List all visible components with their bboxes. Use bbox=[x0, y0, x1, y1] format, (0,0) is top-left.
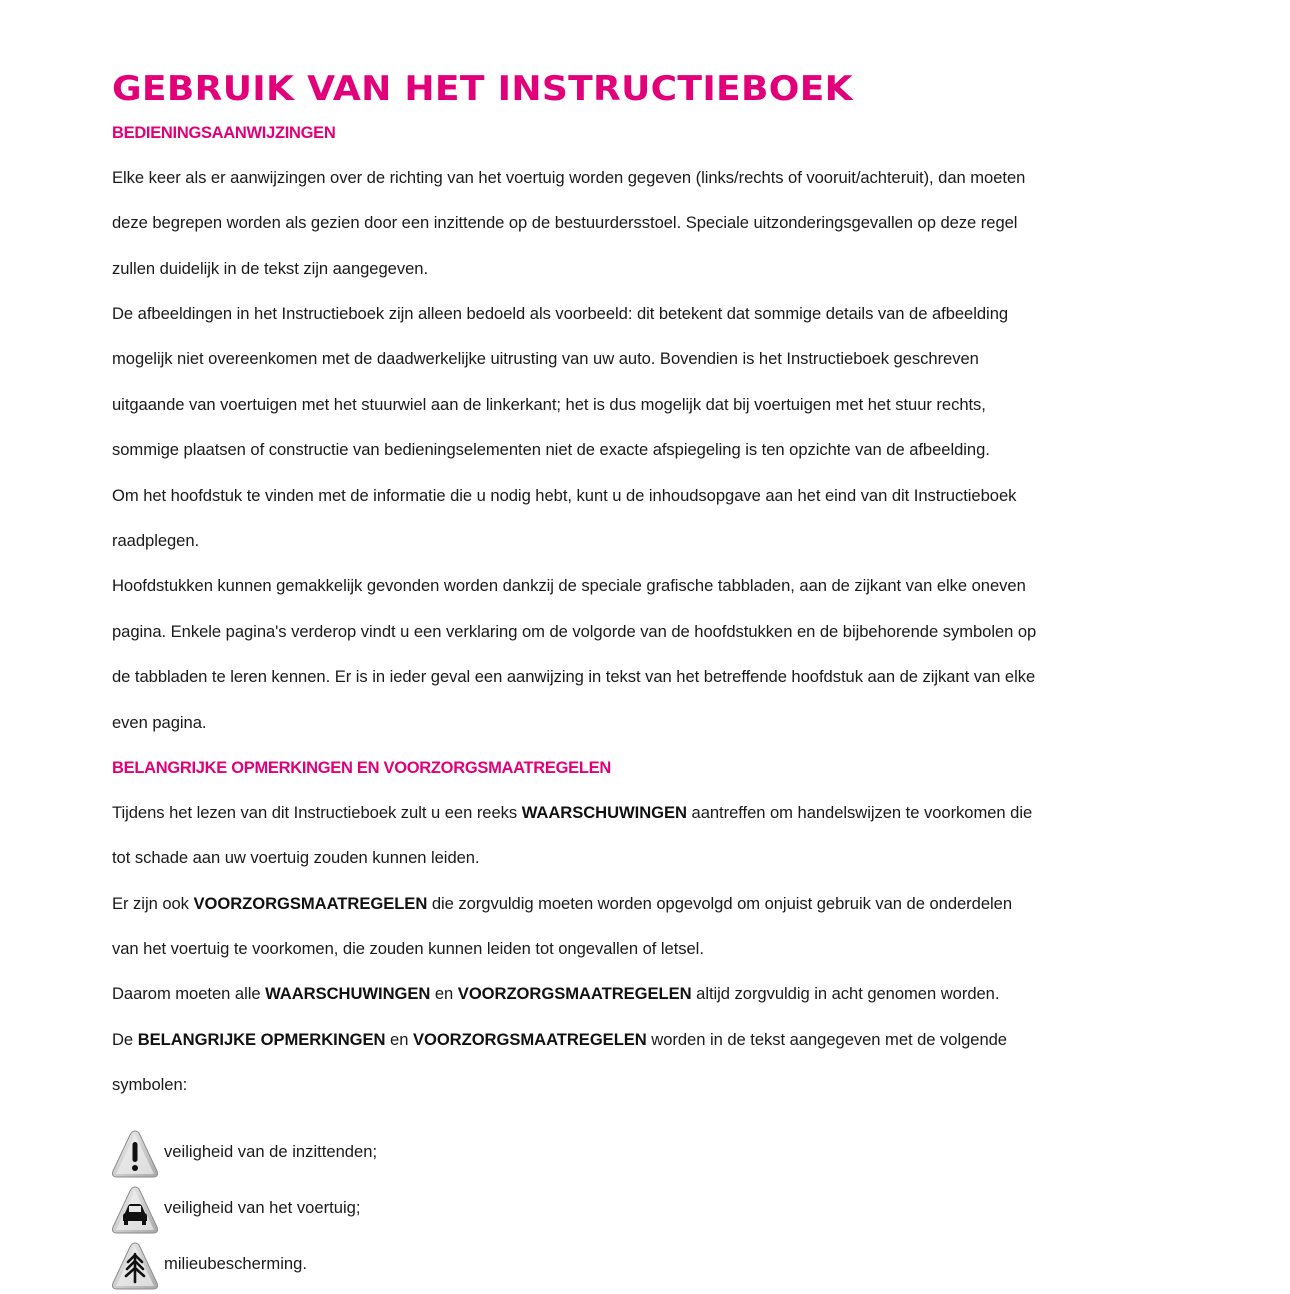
symbol-legend bbox=[112, 1126, 1172, 1294]
text-line bbox=[112, 1029, 1172, 1052]
text-line: symbolen: bbox=[112, 1075, 188, 1095]
text-line: tot schade aan uw voertuig zouden kunnen leiden. bbox=[112, 848, 480, 868]
text-line: van het voertuig te voorkomen, die zouden kunnen leiden tot ongevallen of letsel. bbox=[112, 938, 704, 958]
text-line: even pagina. bbox=[112, 712, 207, 732]
page-title: GEBRUIK VAN HET INSTRUCTIEBOEK bbox=[112, 69, 853, 109]
text-line: uitgaande van voertuigen met het stuurwiel aan de linkerkant; het is dus mogelijk dat bij voertuigen met het stuur rechts, bbox=[112, 394, 986, 414]
text-run: Er zijn ook bbox=[112, 893, 194, 913]
bold-term: VOORZORGSMAATREGELEN bbox=[412, 1029, 647, 1049]
symbol-row-environment bbox=[112, 1238, 1172, 1294]
text-line bbox=[112, 802, 1172, 825]
symbol-label: veiligheid van het voertuig; bbox=[164, 1197, 361, 1217]
symbol-label: milieubescherming. bbox=[164, 1253, 307, 1273]
text-line: pagina. Enkele pagina's verderop vindt u een verklaring om de volgorde van de hoofdstukken en de bijbehorende symbolen op bbox=[112, 621, 1037, 641]
text-run: en bbox=[430, 984, 458, 1004]
text-run: en bbox=[385, 1029, 413, 1049]
bold-term: VOORZORGSMAATREGELEN bbox=[457, 984, 692, 1004]
text-run: De bbox=[112, 1029, 138, 1049]
text-line: Om het hoofdstuk te vinden met de informatie die u nodig hebt, kunt u de inhoudsopgave aan het eind van dit Instructieboek bbox=[112, 485, 1017, 505]
tree-warning-icon bbox=[110, 1240, 160, 1292]
text-run: altijd zorgvuldig in acht genomen worden. bbox=[691, 984, 1000, 1004]
symbol-row-occupants bbox=[112, 1126, 1172, 1182]
section-body-opmerkingen bbox=[112, 779, 1172, 1120]
bold-term: VOORZORGSMAATREGELEN bbox=[193, 893, 428, 913]
text-line bbox=[112, 983, 1172, 1006]
text-run: Daarom moeten alle bbox=[112, 984, 266, 1004]
symbol-label: veiligheid van de inzittenden; bbox=[164, 1141, 378, 1161]
text-run: worden in de tekst aangegeven met de volgende bbox=[646, 1029, 1007, 1049]
bold-term: WAARSCHUWINGEN bbox=[265, 984, 431, 1004]
text-line: Elke keer als er aanwijzingen over de richting van het voertuig worden gegeven (links/rechts of vooruit/achteruit), dan moeten bbox=[112, 167, 1026, 187]
text-line: De afbeeldingen in het Instructieboek zijn alleen bedoeld als voorbeeld: dit betekent dat sommige details van de afbeelding bbox=[112, 303, 1009, 323]
text-line: mogelijk niet overeenkomen met de daadwerkelijke uitrusting van uw auto. Bovendien is het Instructieboek geschreven bbox=[112, 349, 979, 369]
text-run: aantreffen om handelswijzen te voorkomen die bbox=[686, 802, 1033, 822]
bold-term: BELANGRIJKE OPMERKINGEN bbox=[137, 1029, 386, 1049]
text-line: Hoofdstukken kunnen gemakkelijk gevonden worden dankzij de speciale grafische tabbladen, aan de zijkant van elke oneven bbox=[112, 576, 1026, 596]
text-line: deze begrepen worden als gezien door een inzittende op de bestuurdersstoel. Speciale uitzonderingsgevallen op deze regel bbox=[112, 213, 1018, 233]
document-page bbox=[112, 70, 1172, 1294]
bold-term: WAARSCHUWINGEN bbox=[521, 802, 687, 822]
text-run: die zorgvuldig moeten worden opgevolgd om onjuist gebruik van de onderdelen bbox=[427, 893, 1013, 913]
car-warning-icon bbox=[110, 1184, 160, 1236]
section-heading-opmerkingen: BELANGRIJKE OPMERKINGEN EN VOORZORGSMAATREGELEN bbox=[112, 758, 611, 777]
text-line: raadplegen. bbox=[112, 530, 200, 550]
symbol-row-vehicle bbox=[112, 1182, 1172, 1238]
text-line: de tabbladen te leren kennen. Er is in ieder geval een aanwijzing in tekst van het betreffende hoofdstuk aan de zijkant van elke bbox=[112, 667, 1036, 687]
section-heading-bedieningsaanwijzingen: BEDIENINGSAANWIJZINGEN bbox=[112, 124, 336, 142]
text-line bbox=[112, 893, 1172, 916]
text-line: sommige plaatsen of constructie van bedieningselementen niet de exacte afspiegeling is ten opzichte van de afbeelding. bbox=[112, 440, 990, 460]
text-run: Tijdens het lezen van dit Instructieboek zult u een reeks bbox=[112, 802, 522, 822]
exclamation-warning-icon bbox=[110, 1128, 160, 1180]
text-line: zullen duidelijk in de tekst zijn aangegeven. bbox=[112, 258, 429, 278]
section-body-bedieningsaanwijzingen bbox=[112, 144, 1172, 757]
